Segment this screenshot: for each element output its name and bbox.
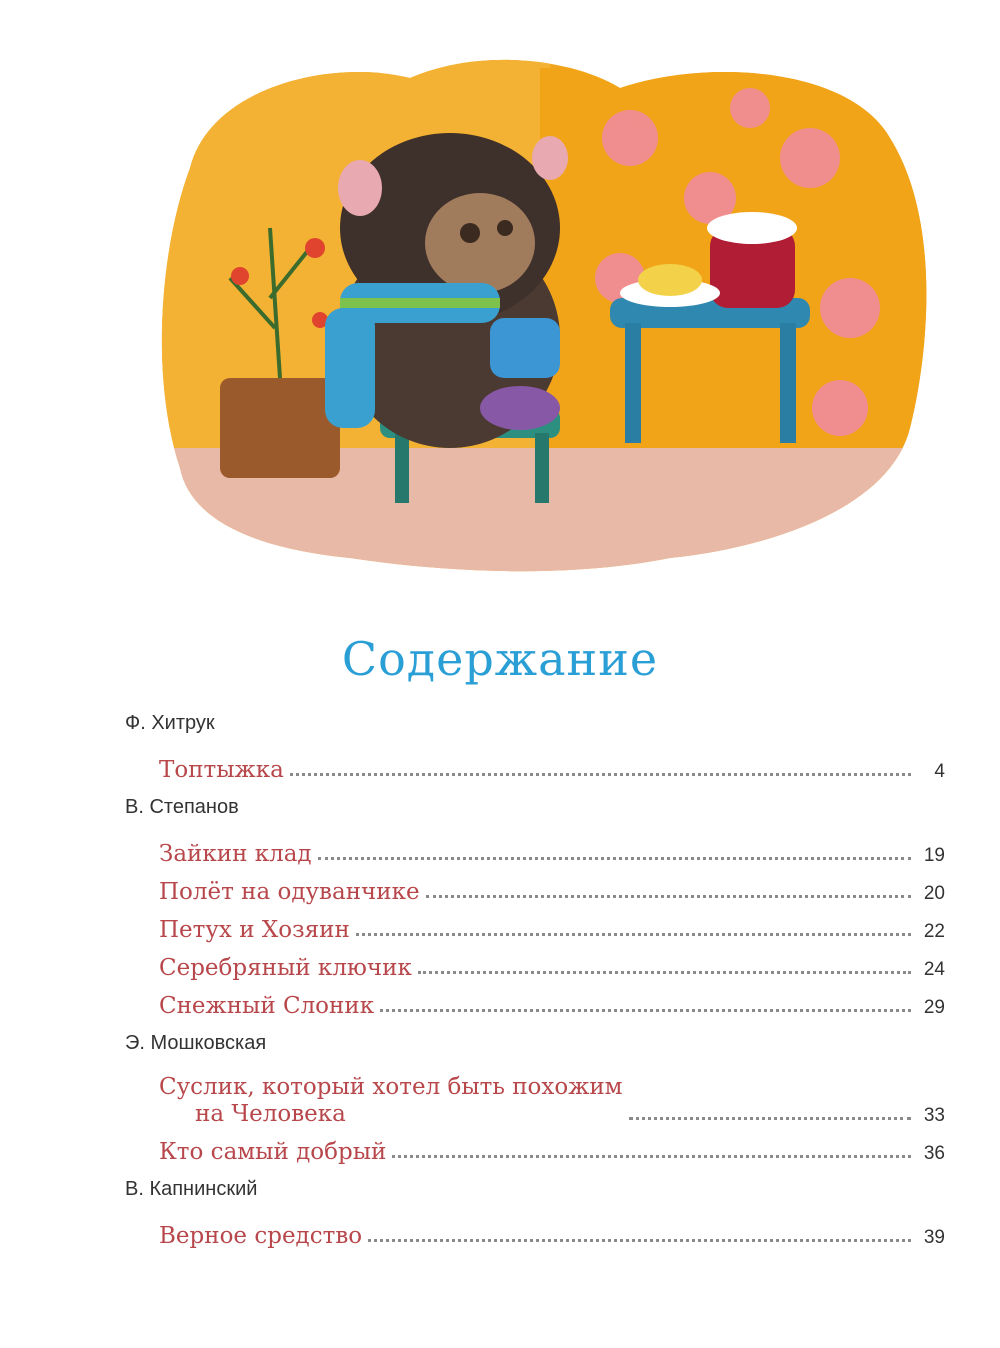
leader-dots (290, 772, 911, 776)
entry-title: Полёт на одуванчике (159, 878, 426, 906)
toc-entry[interactable] (159, 746, 945, 784)
leader-dots (356, 932, 911, 936)
author-name: В. Степанов (125, 796, 239, 818)
leader-dots (418, 970, 911, 974)
toc-title: Содержание (341, 632, 659, 686)
toc-entry[interactable] (159, 830, 945, 868)
author-name: Ф. Хитрук (125, 712, 215, 734)
entry-title: Кто самый добрый (159, 1138, 392, 1166)
page-number: 33 (923, 1105, 945, 1126)
author-name: В. Капнинский (125, 1178, 258, 1200)
hedgehog-illustration (150, 48, 940, 578)
page-number: 19 (923, 845, 945, 866)
toc-group-kapninsky (125, 1178, 945, 1250)
page-number: 29 (923, 997, 945, 1018)
entry-title-line2: на Человека (195, 1101, 346, 1127)
toc-entry[interactable] (159, 1128, 945, 1166)
entry-title-line1: Суслик, который хотел быть похожим (159, 1074, 623, 1100)
leader-dots (392, 1154, 911, 1158)
toc-entry[interactable] (159, 1212, 945, 1250)
toc-entry[interactable] (159, 982, 945, 1020)
entry-title: Петух и Хозяин (159, 916, 356, 944)
toc-group-moshkovskaya (125, 1032, 945, 1166)
entry-title: Серебряный ключик (159, 954, 418, 982)
leader-dots (368, 1238, 911, 1242)
entry-title: Снежный Слоник (159, 992, 380, 1020)
toc-group-stepanov (125, 796, 945, 1020)
entry-title: Верное средство (159, 1222, 368, 1250)
entry-title: Топтыжка (159, 756, 290, 784)
page-number: 36 (923, 1143, 945, 1164)
hedgehog-tea-icon (150, 48, 940, 578)
toc-group-khitruk (125, 712, 945, 784)
author-name: Э. Мошковская (125, 1032, 267, 1054)
leader-dots (318, 856, 911, 860)
page-number: 20 (923, 883, 945, 904)
leader-dots (426, 894, 911, 898)
table-of-contents (125, 712, 945, 1262)
entry-title (159, 1074, 629, 1128)
leader-dots (629, 1116, 911, 1120)
page-number: 4 (934, 761, 945, 782)
toc-entry[interactable] (159, 906, 945, 944)
toc-entry[interactable] (159, 944, 945, 982)
toc-entry[interactable] (159, 868, 945, 906)
page-number: 22 (923, 921, 945, 942)
page-number: 24 (923, 959, 945, 980)
toc-entry[interactable] (159, 1066, 945, 1128)
entry-title: Зайкин клад (159, 840, 318, 868)
leader-dots (380, 1008, 911, 1012)
page-number: 39 (923, 1227, 945, 1248)
